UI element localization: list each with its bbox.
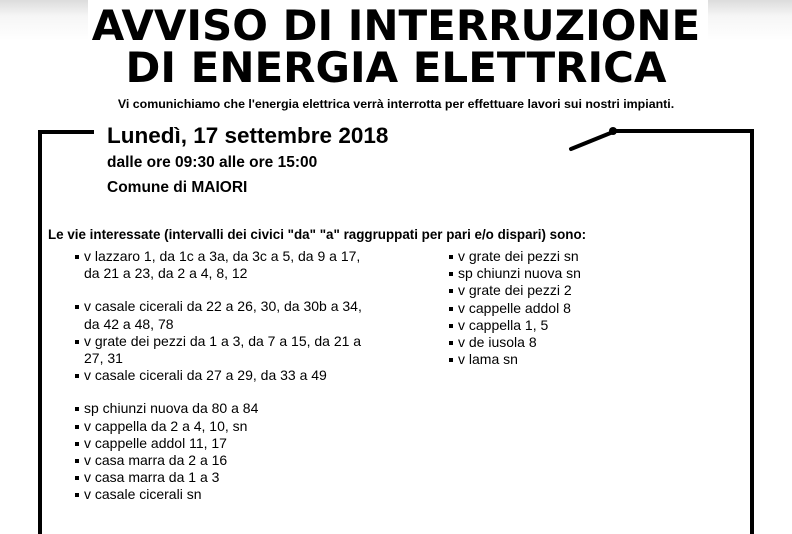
outage-date: Lunedì, 17 settembre 2018 — [107, 123, 389, 148]
list-item: sp chiunzi nuova da 80 a 84 — [74, 400, 374, 417]
outage-municipality: Comune di MAIORI — [107, 179, 248, 196]
list-item: v casale cicerali sn — [74, 486, 374, 503]
streets-heading: Le vie interessate (intervalli dei civici "da" "a" raggruppati per pari e/o dispari) sono: — [48, 227, 587, 242]
list-item: v cappella 1, 5 — [448, 317, 658, 334]
list-item: v lazzaro 1, da 1c a 3a, da 3c a 5, da 9 a 17, da 21 a 23, da 2 a 4, 8, 12 — [74, 248, 374, 282]
list-item: sp chiunzi nuova sn — [448, 265, 658, 282]
list-item: v casa marra da 1 a 3 — [74, 469, 374, 486]
streets-list-left — [74, 248, 374, 504]
streets-list-right — [448, 248, 658, 368]
list-item: v lama sn — [448, 351, 658, 368]
list-item: v grate dei pezzi 2 — [448, 282, 658, 299]
frame-top-right-line — [612, 129, 753, 133]
list-item: v casale cicerali da 22 a 26, 30, da 30b a 34, da 42 a 48, 78 — [74, 298, 374, 332]
list-item: v casa marra da 2 a 16 — [74, 452, 374, 469]
list-item: v cappelle addol 11, 17 — [74, 435, 374, 452]
list-item: v grate dei pezzi da 1 a 3, da 7 a 15, da 21 a 27, 31 — [74, 333, 374, 367]
list-item: v cappelle addol 8 — [448, 300, 658, 317]
list-item: v casale cicerali da 27 a 29, da 33 a 49 — [74, 367, 374, 384]
circuit-switch-icon — [566, 124, 626, 154]
frame-right-line — [750, 129, 754, 534]
notice-title-line2: DI ENERGIA ELETTRICA — [125, 43, 667, 92]
outage-time-range: dalle ore 09:30 alle ore 15:00 — [107, 154, 318, 171]
notice-subtitle: Vi comunichiamo che l'energia elettrica verrà interrotta per effettuare lavori sui nostri impianti. — [117, 97, 675, 111]
frame-top-left-line — [38, 130, 94, 134]
frame-left-line — [38, 130, 42, 534]
list-item: v grate dei pezzi sn — [448, 248, 658, 265]
notice-title-line1: AVVISO DI INTERRUZIONE — [91, 1, 701, 50]
list-item: v cappella da 2 a 4, 10, sn — [74, 418, 374, 435]
list-item: v de iusola 8 — [448, 334, 658, 351]
